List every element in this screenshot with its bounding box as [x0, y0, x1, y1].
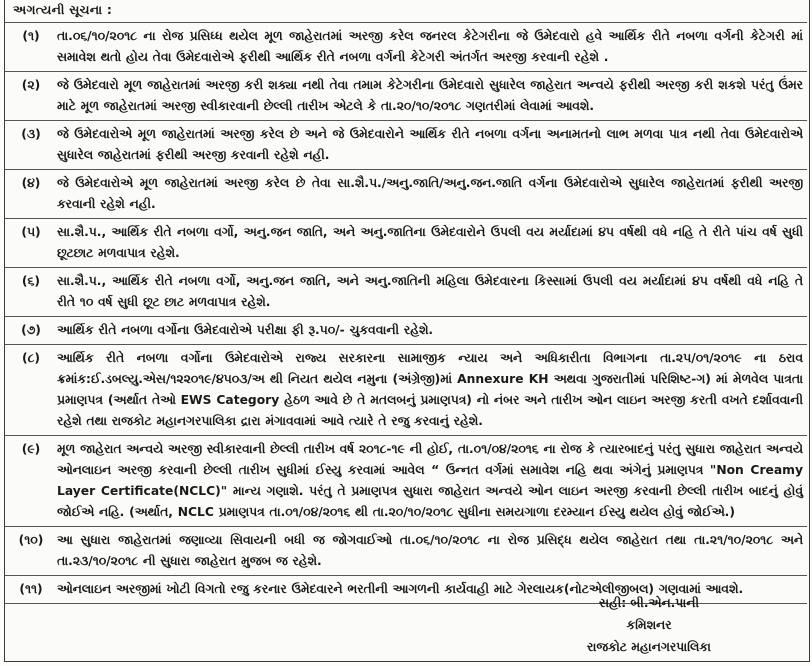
notice-item-10: [5, 526, 807, 575]
notice-sheet: [4, 0, 810, 662]
notice-item-6: [5, 267, 807, 316]
notice-heading: અગત્યની સૂચના :: [13, 2, 113, 17]
signature-block: [559, 592, 739, 658]
signature-org: રાજકોટ મહાનગરપાલિકા: [587, 640, 711, 654]
notice-item-7: [5, 316, 807, 344]
notice-item-8: [5, 344, 807, 435]
signature-name: સહી: બી.એન.પાની: [599, 596, 699, 610]
item-number: (૭): [21, 323, 41, 337]
item-number: (૨): [21, 78, 41, 92]
notice-item-9: [5, 435, 807, 526]
item-number: (૪): [21, 176, 41, 190]
notice-item-2: [5, 71, 807, 120]
item-text: મૂળ જાહેરાત અન્વયે અરજી સ્વીકારવાની છેલ્લી તારીખ વર્ષ ૨૦૧૮-૧૯ ની હોઈ, તા.૦૧/૦૪/૨૦૧૬ ના રોજ કે ત્યારબાદનું પરંતુ સુધારા જાહેરાત અન્વયે ઓનલાઇન અરજી કરવાની છેલ્લી તારીખ સુધીમાં ઈસ્યુ કરવામાં આવેલ “ ઉન્નત વર્ગમાં સમાવેશ નહિ થવા અંગેનું પ્રમાણપત્ર "Non Creamy Layer Certificate(NCLC)" માન્ય ગણાશે. પરંતુ તે પ્રમાણપત્ર સુધારા જાહેરાત અન્વયે ઓન લાઇન અરજી કરવાની છેલ્લી તારીખ બાદનું હોવું જોઈએ નહિ. (અર્થાત, NCLC પ્રમાણપત્ર તા.૦૧/૦૪/૨૦૧૬ થી તા.૨૦/૧૦/૨૦૧૮ સુધીના સમયગાળા દરમ્યાન ઈસ્યુ થયેલ હોવું જોઈએ.): [57, 442, 803, 519]
item-text: સા.શૈ.પ., આર્થિક રીતે નબળા વર્ગો, અનુ.જન જાતિ, અને અનુ.જાતિના ઉમેદવારોને ઉપલી વય મર્યાદામાં ૪૫ વર્ષથી વધે નહિ તે રીતે પાંચ વર્ષ સુધી છૂટછાટ મળવાપાત્ર રહેશે.: [57, 225, 803, 260]
item-number: (૫): [21, 225, 41, 239]
item-text: આ સુધારા જાહેરાતમાં જણાવ્યા સિવાયની બધી જ જોગવાઈઓ તા.૦૬/૧૦/૨૦૧૮ ના રોજ પ્રસિદ્ધ થયેલ જાહેરાત તથા તા.૨૧/૧૦/૨૦૧૮ અને તા.૨૩/૧૦/૨૦૧૮ ની સુધારા જાહેરાત મુજબ જ રહેશે.: [57, 533, 803, 568]
notice-item-5: [5, 218, 807, 267]
item-number: (૩): [21, 127, 41, 141]
item-number: (૧૦): [18, 533, 44, 547]
signature-title: કમિશનર: [626, 618, 672, 632]
notice-item-4: [5, 169, 807, 218]
item-text: જે ઉમેદવારો મૂળ જાહેરાતમાં અરજી કરી શક્યા નથી તેવા તમામ કેટેગરીના ઉમેદવારો સુધારેલ જાહેરાત અન્વયે ફરીથી અરજી કરી શકશે પરંતુ ઉંમર માટે મૂળ જાહેરાતમાં અરજી સ્વીકારવાની છેલ્લી તારીખ એટલે કે તા.૨૦/૧૦/૨૦૧૮ ગણતરીમાં લેવામાં આવશે.: [57, 78, 803, 113]
item-text: સા.શૈ.પ., આર્થિક રીતે નબળા વર્ગો, અનુ.જન જાતિ, અને અનુ.જાતિની મહિલા ઉમેદવારના કિસ્સામાં ઉપલી વય મર્યાદામાં ૪૫ વર્ષથી વધે નહિ તે રીતે ૧૦ વર્ષ સુધી છૂટ છાટ મળવાપાત્ર રહેશે.: [57, 274, 803, 309]
item-text: જે ઉમેદવારોએ મૂળ જાહેરાતમાં અરજી કરેલ છે અને જે ઉમેદવારોને આર્થિક રીતે નબળા વર્ગના અનામતનો લાભ મળવા પાત્ર નથી તેવા ઉમેદવારોએ સુધારેલ જાહેરાતમાં ફરીથી અરજી કરવાની રહેશે નહી.: [57, 127, 803, 162]
item-text: તા.૦૬/૧૦/૨૦૧૮ ના રોજ પ્રસિધ્ધ થયેલ મૂળ જાહેરાતમાં અરજી કરેલ જનરલ કેટેગરીના જે ઉમેદવારો હવે આર્થિક રીતે નબળા વર્ગની કેટેગરી માં સમાવેશ થતો હોય તેવા ઉમેદવારોએ ફરીથી આર્થિક રીતે નબળા વર્ગની કેટેગરી અંતર્ગત અરજી કરવાની રહેશે .: [57, 29, 803, 64]
item-number: (૧૧): [19, 582, 43, 596]
item-number: (૯): [21, 442, 41, 456]
notice-list: [5, 22, 807, 604]
notice-item-1: [5, 22, 807, 71]
item-text: આર્થિક રીતે નબળા વર્ગોના ઉમેદવારોએ રાજ્ય સરકારના સામાજીક ન્યાય અને અધિકારીતા વિભાગના તા.૨૫/૦૧/૨૦૧૯ ના ઠરાવ ક્રમાંક:ઈ.ડબલ્યુ.એસ/૧૨૨૦૧૯/૪૫૦૩/અ થી નિયત થયેલ નમુના (અંગ્રેજી)માં Annexure KH અથવા ગુજરાતીમાં પરિશિષ્ટ-ગ) માં મેળવેલ પાત્રતા પ્રમાણપત્ર (અર્થાત તેઓ EWS Category હેઠળ આવે છે તે મતલબનું પ્રમાણપત્ર) નો નંબર અને તારીખ ઓન લાઇન અરજી કરતી વખતે દર્શાવવાની રહેશે તથા રાજકોટ મહાનગરપાલિકા દ્રારા મંગાવવામાં આવે ત્યારે તે રજુ કરવાનું રહેશે.: [57, 351, 803, 428]
item-text: આર્થિક રીતે નબળા વર્ગોના ઉમેદવારોએ પરીક્ષા ફી રૂ.૫૦/- ચુકવવાની રહેશે.: [57, 323, 434, 337]
item-text: જે ઉમેદવારોએ મૂળ જાહેરાતમાં અરજી કરેલ છે તેવા સા.શૈ.પ./અનુ.જાતિ/અનુ.જન.જાતિ વર્ગના ઉમેદવારોએ સુધારેલ જાહેરાતમાં ફરીથી અરજી કરવાની રહેશે નહી.: [57, 176, 803, 211]
notice-item-3: [5, 120, 807, 169]
item-number: (૮): [21, 351, 40, 365]
item-number: (૬): [21, 274, 41, 288]
item-text: ઓનલાઇન અરજીમાં ખોટી વિગતો રજુ કરનાર ઉમેદવારને ભરતીની આગળની કાર્યવાહી માટે ગેરલાયક(નોટએલીજીબલ) ગણવામાં આવશે.: [57, 582, 744, 596]
item-number: (૧): [22, 29, 40, 43]
